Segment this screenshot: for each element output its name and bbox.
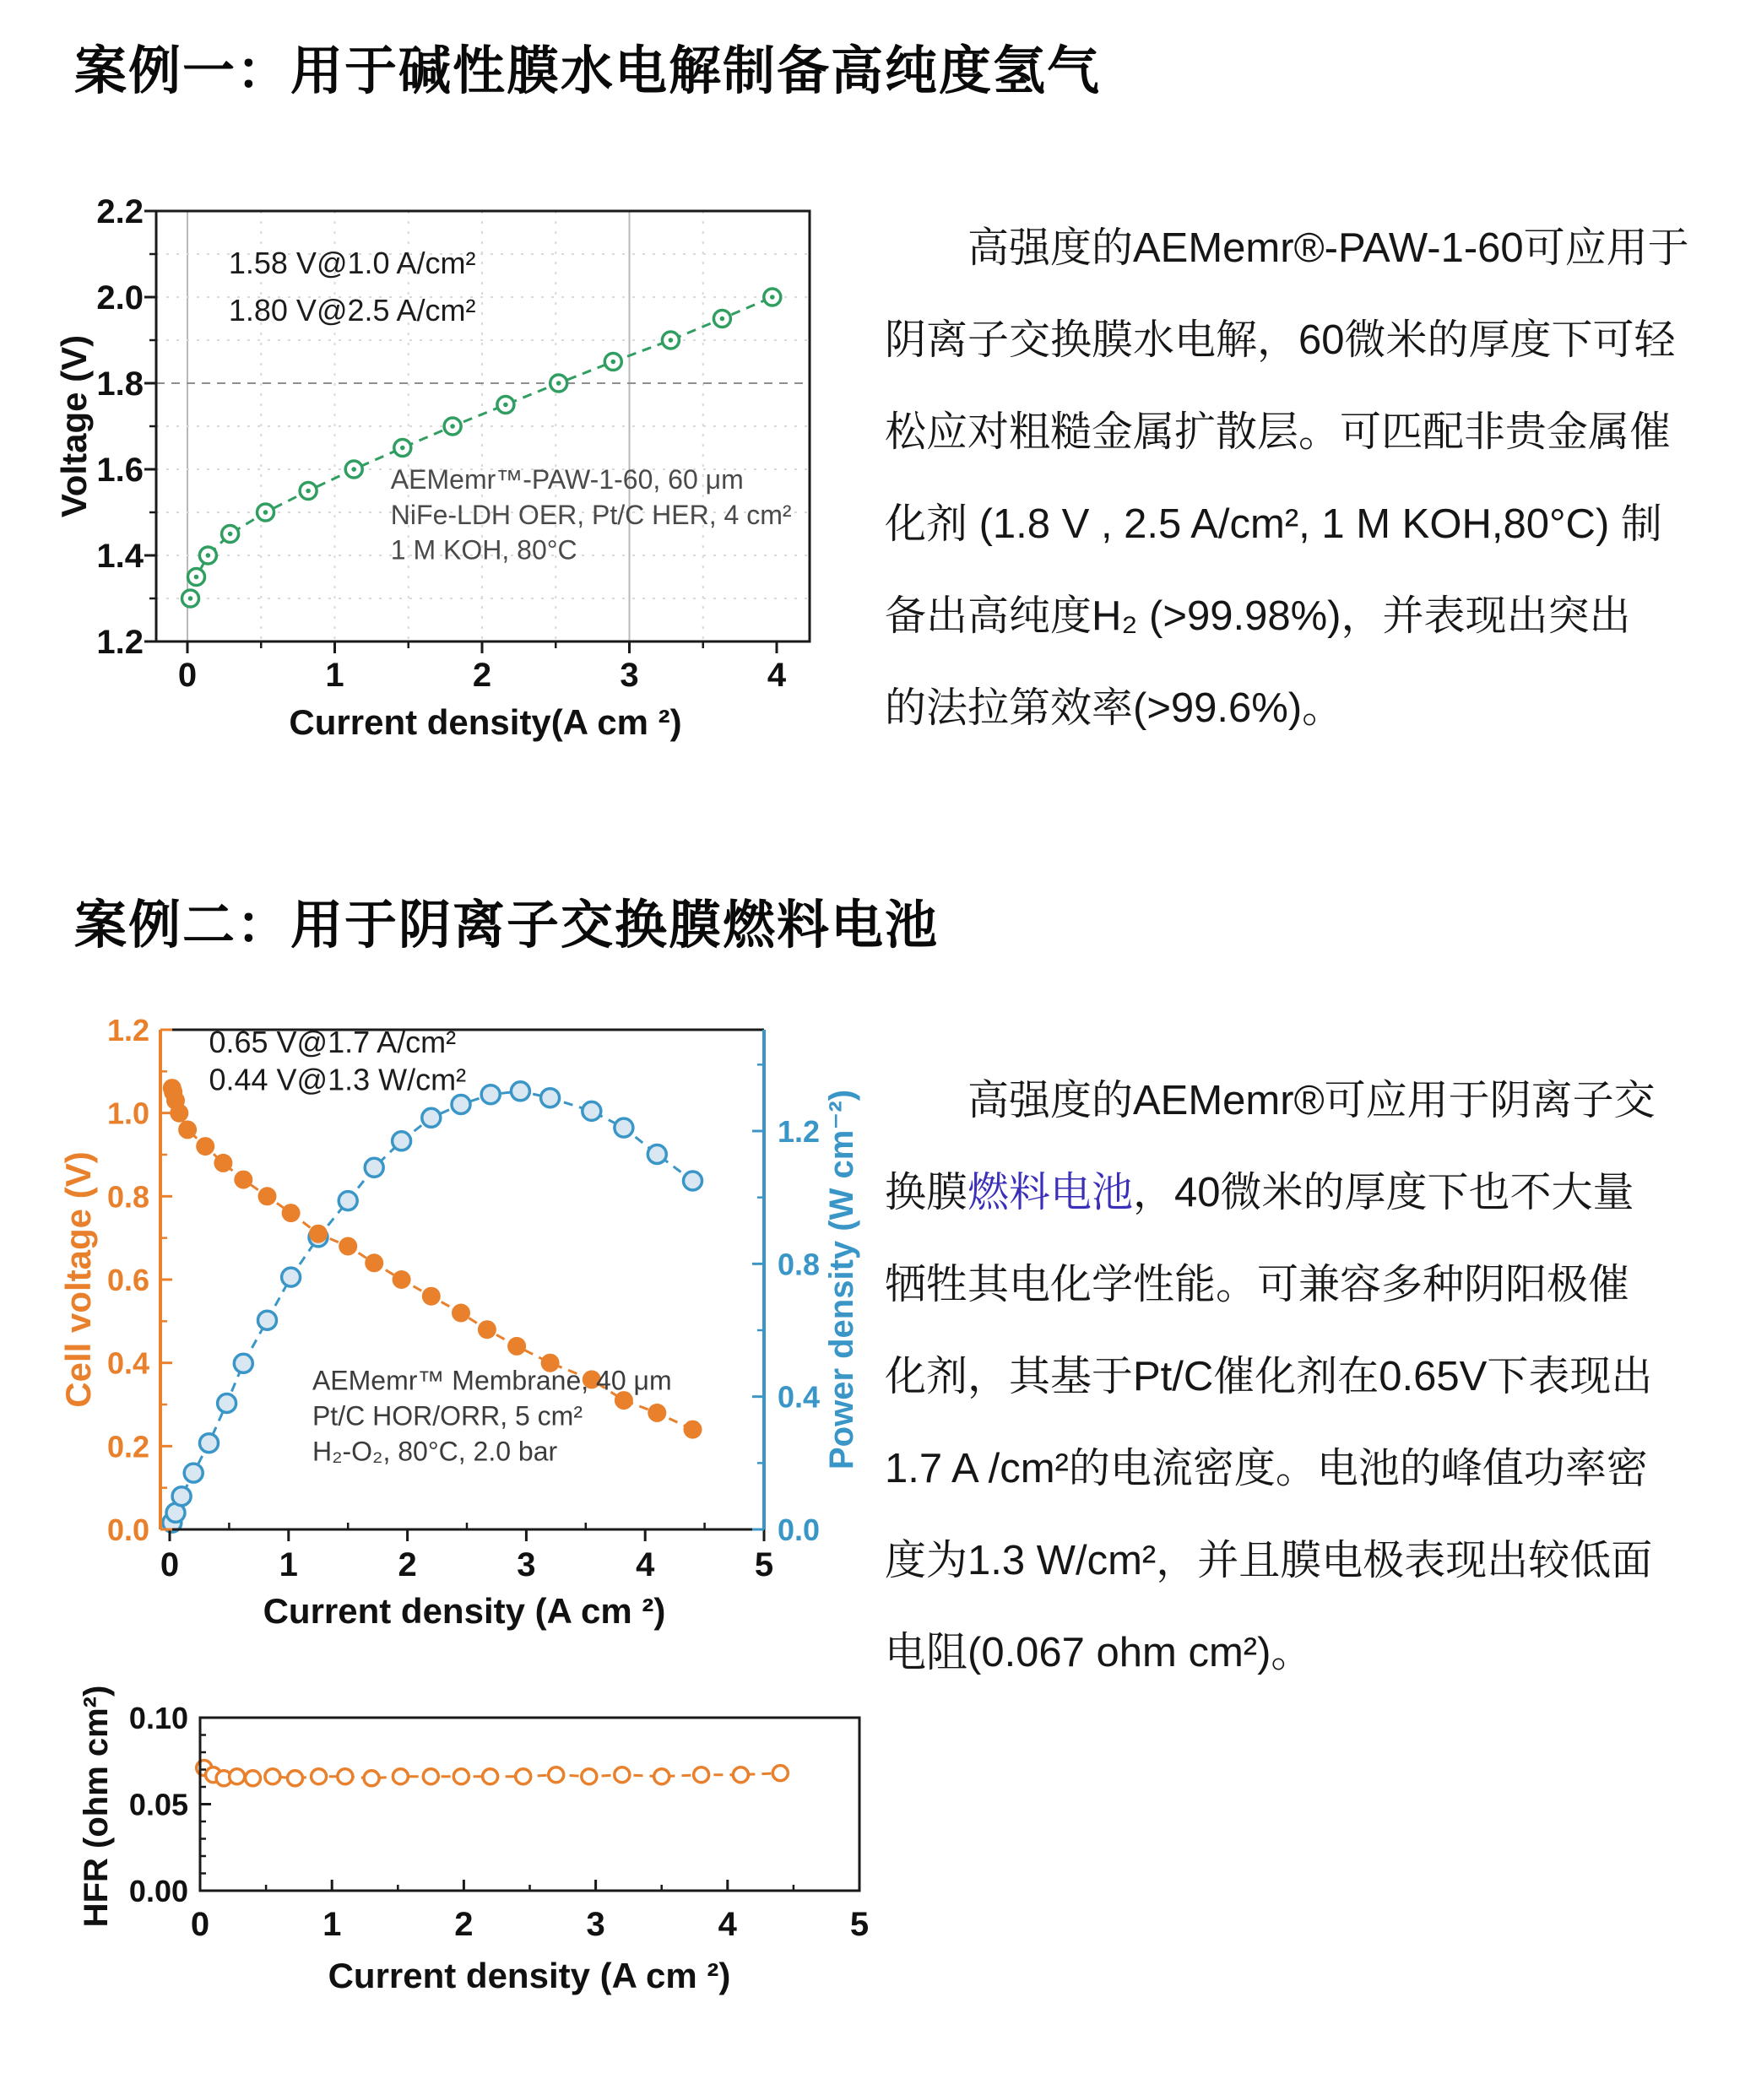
svg-text:1.6: 1.6 — [96, 452, 144, 489]
svg-text:1.2: 1.2 — [106, 1013, 149, 1048]
svg-text:1.58 V@1.0 A/cm²: 1.58 V@1.0 A/cm² — [228, 245, 476, 280]
fuel-cell-link[interactable]: 燃料电池 — [967, 1170, 1134, 1215]
paragraph-line: 备出高纯度H₂ (>99.98%)，并表现出突出 — [885, 593, 1631, 639]
svg-text:Power density (W cm⁻²): Power density (W cm⁻²) — [823, 1089, 860, 1470]
svg-text:2.0: 2.0 — [96, 279, 144, 317]
section2-title: 案例二：用于阴离子交换膜燃料电池 — [74, 896, 940, 955]
svg-text:0.65 V@1.7 A/cm²: 0.65 V@1.7 A/cm² — [209, 1025, 457, 1060]
svg-text:3: 3 — [586, 1906, 605, 1943]
svg-text:3: 3 — [620, 657, 639, 694]
paragraph-line: 阴离子交换膜水电解，60微米的厚度下可轻 — [885, 317, 1676, 363]
svg-text:1.4: 1.4 — [96, 538, 144, 575]
svg-text:4: 4 — [767, 657, 787, 694]
paragraph-line: 度为1.3 W/cm²，并且膜电极表现出较低面 — [885, 1538, 1653, 1583]
svg-text:1.2: 1.2 — [96, 624, 144, 661]
svg-text:0: 0 — [190, 1906, 210, 1943]
svg-text:AEMemr™-PAW-1-60, 60 μm: AEMemr™-PAW-1-60, 60 μm — [390, 463, 744, 495]
svg-text:3: 3 — [517, 1546, 536, 1583]
svg-text:AEMemr™ Membrane, 40 μm: AEMemr™ Membrane, 40 μm — [312, 1365, 672, 1396]
svg-text:5: 5 — [849, 1906, 870, 1943]
paragraph-text: ，40微米的厚度下也不大量 — [1133, 1170, 1634, 1215]
svg-text:Pt/C HOR/ORR, 5 cm²: Pt/C HOR/ORR, 5 cm² — [312, 1400, 583, 1432]
svg-text:1.0: 1.0 — [106, 1096, 149, 1131]
svg-text:0.05: 0.05 — [128, 1787, 188, 1822]
svg-text:H₂-O₂, 80°C, 2.0 bar: H₂-O₂, 80°C, 2.0 bar — [312, 1436, 558, 1467]
svg-text:0.10: 0.10 — [128, 1701, 188, 1735]
svg-text:Current density(A cm ²): Current density(A cm ²) — [289, 702, 682, 742]
paragraph-line: 1.7 A /cm²的电流密度。电池的峰值功率密 — [885, 1446, 1648, 1491]
svg-text:1.8: 1.8 — [96, 365, 144, 403]
svg-text:2.2: 2.2 — [96, 193, 144, 230]
svg-text:0.8: 0.8 — [778, 1247, 821, 1282]
series-hfr — [197, 1761, 789, 1786]
section1-title: 案例一：用于碱性膜水电解制备高纯度氢气 — [74, 42, 1102, 100]
paragraph-line: 化剂，其基于Pt/C催化剂在0.65V下表现出 — [885, 1354, 1653, 1399]
svg-text:4: 4 — [718, 1906, 737, 1943]
paragraph-line: 化剂 (1.8 V , 2.5 A/cm², 1 M KOH,80°C) 制 — [885, 501, 1662, 547]
paragraph-line: 的法拉第效率(>99.6%)。 — [885, 685, 1344, 731]
svg-text:Voltage (V): Voltage (V) — [54, 334, 94, 518]
section1-paragraph — [885, 203, 1742, 755]
svg-text:4: 4 — [636, 1546, 655, 1583]
svg-text:NiFe-LDH OER, Pt/C HER, 4 cm²: NiFe-LDH OER, Pt/C HER, 4 cm² — [390, 499, 792, 530]
svg-text:1.2: 1.2 — [778, 1114, 821, 1150]
paragraph-line: 松应对粗糙金属扩散层。可匹配非贵金属催 — [885, 409, 1672, 455]
svg-text:0.4: 0.4 — [778, 1379, 821, 1415]
svg-text:1 M KOH, 80°C: 1 M KOH, 80°C — [390, 534, 577, 566]
svg-text:2: 2 — [398, 1546, 417, 1583]
svg-text:0.0: 0.0 — [106, 1513, 149, 1547]
svg-text:Current density (A cm ²): Current density (A cm ²) — [328, 1956, 731, 1995]
svg-text:0.6: 0.6 — [106, 1263, 149, 1298]
svg-text:1: 1 — [279, 1546, 298, 1583]
svg-text:0.0: 0.0 — [778, 1513, 821, 1547]
svg-text:HFR (ohm cm²): HFR (ohm cm²) — [78, 1685, 115, 1928]
paragraph-line: 高强度的AEMemr®-PAW-1-60可应用于 — [967, 225, 1689, 271]
fuel-cell-hfr-chart — [46, 1680, 941, 2026]
paragraph-text: 换膜 — [885, 1170, 968, 1215]
paragraph-line — [885, 1147, 1742, 1239]
paragraph-line: 电阻(0.067 ohm cm²)。 — [885, 1630, 1313, 1675]
svg-text:0.44 V@1.3 W/cm²: 0.44 V@1.3 W/cm² — [209, 1062, 467, 1097]
svg-text:0: 0 — [177, 657, 198, 694]
svg-text:Cell voltage (V): Cell voltage (V) — [58, 1151, 98, 1408]
svg-text:1.80 V@2.5 A/cm²: 1.80 V@2.5 A/cm² — [228, 293, 476, 328]
svg-text:1: 1 — [322, 1906, 342, 1943]
electrolysis-polarization-chart — [51, 190, 844, 755]
svg-text:5: 5 — [754, 1546, 774, 1583]
fuel-cell-performance-chart — [46, 1000, 891, 1675]
svg-text:1: 1 — [325, 657, 344, 694]
section2-paragraph — [885, 1055, 1742, 1699]
paragraph-line: 高强度的AEMemr®可应用于阴离子交 — [967, 1078, 1656, 1123]
svg-text:0.4: 0.4 — [106, 1345, 149, 1381]
svg-text:0.00: 0.00 — [128, 1874, 188, 1908]
paragraph-line: 牺牲其电化学性能。可兼容多种阴阳极催 — [885, 1262, 1630, 1307]
svg-text:Current density (A cm ²): Current density (A cm ²) — [263, 1591, 666, 1631]
svg-text:0.8: 0.8 — [106, 1179, 149, 1215]
svg-text:2: 2 — [454, 1906, 474, 1943]
svg-text:2: 2 — [472, 657, 492, 694]
svg-text:0: 0 — [160, 1546, 180, 1583]
svg-text:0.2: 0.2 — [106, 1429, 149, 1464]
